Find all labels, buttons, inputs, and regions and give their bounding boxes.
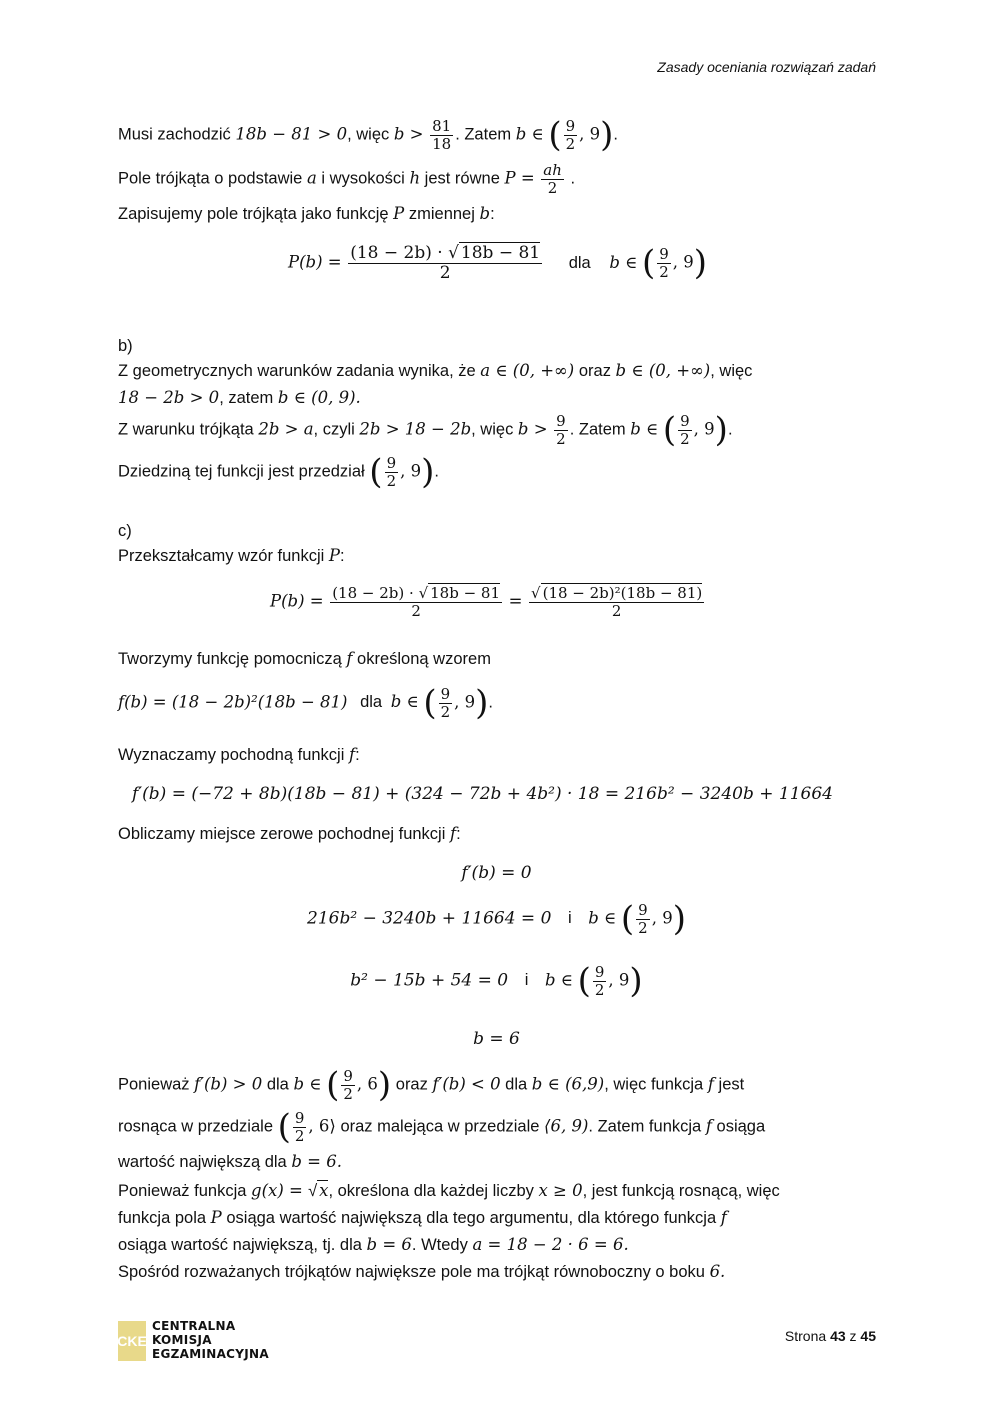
text: zmiennej xyxy=(408,205,475,223)
fraction: $\frac{9}{2}$ xyxy=(638,901,648,937)
fraction: $\frac{(18 - 2b) \cdot √ 18b - 81}{2}$ xyxy=(350,243,541,283)
math: P xyxy=(393,204,405,223)
fraction: $\frac{9}{2}$ xyxy=(294,1109,305,1145)
math: b ∈ xyxy=(515,124,544,144)
page-header: Zasady oceniania rozwiązań zadań xyxy=(657,59,876,75)
text: Zapisujemy pole trójkąta jako funkcję xyxy=(118,205,389,223)
text: i wysokości xyxy=(321,169,405,188)
page-number: Strona 43 z 45 xyxy=(784,1328,876,1344)
line-a2: Pole trójkąta o podstawie a i wysokości h jest równe P = $\frac{ah}{2}$ . xyxy=(118,161,576,197)
label-b: b) xyxy=(118,337,133,355)
fraction: $\frac{ah}{2}$ xyxy=(543,161,562,197)
line-a1: Musi zachodzić 18b − 81 > 0, więc b > $\frac{81}{18}$ . Zatem b ∈ ( $\frac{9}{2}$ , 9). xyxy=(118,115,619,155)
text: , więc xyxy=(347,125,390,144)
fraction: $\frac{81}{18}$ xyxy=(432,117,452,153)
logo-mark: CKE xyxy=(118,1321,146,1361)
math: 18b − 81 > 0 xyxy=(235,124,348,144)
line-b3: Z warunku trójkąta 2b > a, czyli 2b > 18 − 2b, więc b > $\frac{9}{2}$ . Zatem b ∈ ( $\frac{9}{2}$ , 9). xyxy=(118,410,733,450)
line-c1: Przekształcamy wzór funkcji P: xyxy=(118,546,345,565)
fraction: $\frac{(18 - 2b) \cdot √ 18b - 81}{2}$ xyxy=(332,584,501,620)
para-c6: osiąga wartość największą, tj. dla b = 6. Wtedy a = 18 − 2 · 6 = 6. xyxy=(118,1235,629,1254)
text: Musi zachodzić xyxy=(118,125,231,144)
logo-line: KOMISJA xyxy=(152,1332,212,1347)
math: a xyxy=(306,168,317,188)
fraction: $\frac{9}{2}$ xyxy=(386,454,397,490)
formula-a: P(b) = $\frac{(18 - 2b) \cdot √ 18b - 81}{2}$ dla b ∈ ( $\frac{9}{2}$ , 9) xyxy=(288,243,708,284)
para-c1: Ponieważ f′(b) > 0 dla b ∈ ( $\frac{9}{2}$ , 6) oraz f′(b) < 0 dla b ∈ (6,9), więc funkcja f jest xyxy=(118,1065,745,1105)
para-c2: rosnąca w przedziale ( $\frac{9}{2}$ , 6⟩ oraz malejąca w przedziale ⟨6, 9). Zatem funkcja f osiąga xyxy=(118,1107,766,1147)
equation-3: b² − 15b + 54 = 0 i b ∈ ( $\frac{9}{2}$ , 9) xyxy=(350,961,643,1001)
equation-4: b = 6 xyxy=(473,1029,520,1049)
fraction: $\frac{9}{2}$ xyxy=(440,685,451,721)
line-b2: 18 − 2b > 0, zatem b ∈ (0, 9). xyxy=(118,388,361,407)
fraction: $\frac{9}{2}$ xyxy=(594,963,605,999)
fraction: $\frac{9}{2}$ xyxy=(343,1067,353,1103)
para-c4: Ponieważ funkcja g(x) = √ x, określona dla każdej liczby x ≥ 0, jest funkcją rosnącą, więc xyxy=(118,1181,780,1200)
line-c3: Wyznaczamy pochodną funkcji f: xyxy=(118,745,360,764)
math: h xyxy=(409,168,421,188)
fraction: $\frac{9}{2}$ xyxy=(659,245,669,281)
formula-c3: f′(b) = (−72 + 8b)(18b − 81) + (324 − 72b + 4b²) · 18 = 216b² − 3240b + 11664 xyxy=(132,784,833,804)
text: jest równe xyxy=(424,169,500,188)
logo-line: EGZAMINACYJNA xyxy=(152,1346,269,1361)
math: b > xyxy=(393,124,424,144)
equation-1: f′(b) = 0 xyxy=(461,863,532,883)
text: Pole trójkąta o podstawie xyxy=(118,169,303,188)
line-b1: Z geometrycznych warunków zadania wynika, że a ∈ (0, +∞) oraz b ∈ (0, +∞), więc xyxy=(118,361,753,380)
line-c4: Obliczamy miejsce zerowe pochodnej funkcji f: xyxy=(118,824,461,843)
para-c3: wartość największą dla b = 6. xyxy=(118,1152,342,1171)
formula-c1: P(b) = $\frac{(18 - 2b) \cdot √ 18b - 81}{2}$ = $\frac{\text{√ (18 − 2b)²(18b − 81)}}{2}$ xyxy=(270,584,703,620)
line-c2: Tworzymy funkcję pomocniczą f określoną wzorem xyxy=(118,649,491,668)
fraction: $\frac{9}{2}$ xyxy=(680,412,690,448)
math: b xyxy=(479,204,491,223)
line-b4: Dziedziną tej funkcji jest przedział ( $\frac{9}{2}$ , 9). xyxy=(118,452,439,492)
line-a3: Zapisujemy pole trójkąta jako funkcję P zmiennej b: xyxy=(118,204,495,223)
fraction: $\frac{9}{2}$ xyxy=(565,117,576,153)
cke-logo xyxy=(118,1320,269,1361)
label-c: c) xyxy=(118,522,132,540)
para-c7: Spośród rozważanych trójkątów największe pole ma trójkąt równoboczny o boku 6. xyxy=(118,1262,726,1281)
math: P = xyxy=(504,168,535,188)
para-c5: funkcja pola P osiąga wartość największą dla tego argumentu, dla którego funkcja f xyxy=(118,1208,727,1227)
equation-2: 216b² − 3240b + 11664 = 0 i b ∈ ( $\frac{9}{2}$ , 9) xyxy=(307,899,686,939)
text: . Zatem xyxy=(455,125,512,144)
fraction: $\frac{\text{√ (18 − 2b)²(18b − 81)}}{2}$ xyxy=(531,584,703,620)
fraction: $\frac{9}{2}$ xyxy=(556,412,566,448)
logo-line: CENTRALNA xyxy=(152,1319,236,1333)
formula-c2: f(b) = (18 − 2b)²(18b − 81) dla b ∈ ( $\frac{9}{2}$ , 9). xyxy=(118,683,493,723)
